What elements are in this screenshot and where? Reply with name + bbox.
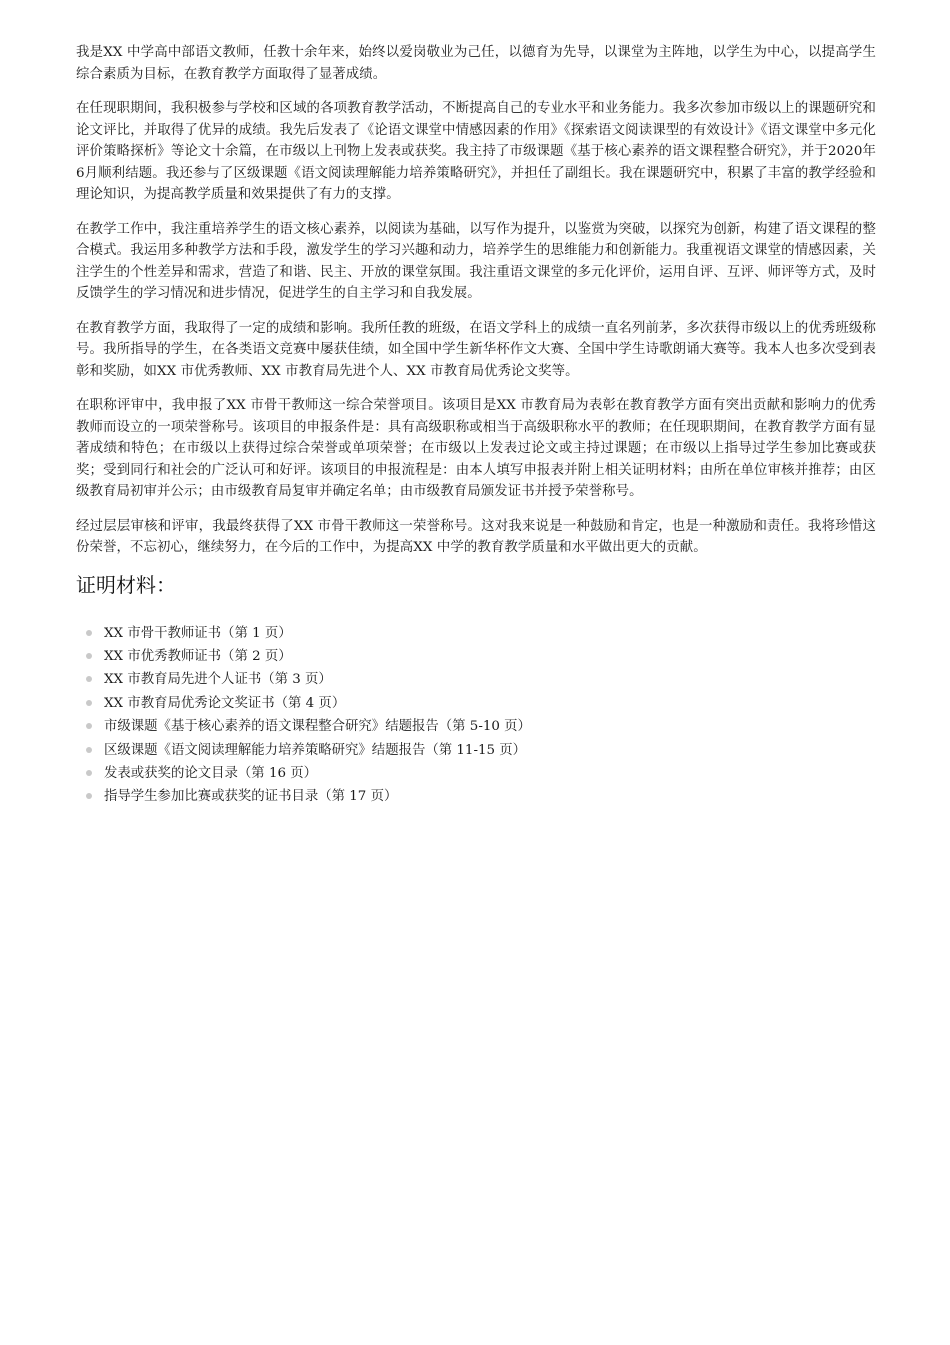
paragraph-application: 在职称评审中，我申报了XX 市骨干教师这一综合荣誉项目。该项目是XX 市教育局为表彰在教育教学方面有突出贡献和影响力的优秀教师而设立的一项荣誉称号。该项目的申报条件是：具有高级职称或相当于高级职称水平的教师；在任现职期间，在教育教学方面有显著成绩和特色；在市级以上获得过综合荣誉或单项荣誉；在市级以上发表过论文或主持过课题；在市级以上指导过学生参加比赛或获奖；受到同行和社会的广泛认可和好评。该项目的申报流程是：由本人填写申报表并附上相关证明材料；由所在单位审核并推荐；由区级教育局初审并公示；由市级教育局复审并确定名单；由市级教育局颁发证书并授予荣誉称号。 <box>76 398 876 499</box>
paragraph-achievements: 在教育教学方面，我取得了一定的成绩和影响。我所任教的班级，在语文学科上的成绩一直名列前茅，多次获得市级以上的优秀班级称号。我所指导的学生，在各类语文竞赛中屡获佳绩，如全国中学生新华杯作文大赛、全国中学生诗歌朗诵大赛等。我本人也多次受到表彰和奖励，如XX 市优秀教师、XX 市教育局先进个人、XX 市教育局优秀论文奖等。 <box>76 320 876 379</box>
list-item-label: XX 市骨干教师证书（第 1 页） <box>104 625 292 641</box>
section-heading-materials: 证明材料： <box>76 572 176 597</box>
bullet-icon <box>86 747 92 753</box>
list-item <box>86 739 876 762</box>
bullet-icon <box>86 630 92 636</box>
list-item-label: 指导学生参加比赛或获奖的证书目录（第 17 页） <box>104 789 398 805</box>
bullet-icon <box>86 770 92 776</box>
bullet-icon <box>86 793 92 799</box>
list-item <box>86 762 876 785</box>
list-item <box>86 692 876 715</box>
paragraph-conclusion: 经过层层审核和评审，我最终获得了XX 市骨干教师这一荣誉称号。这对我来说是一种鼓励和肯定，也是一种激励和责任。我将珍惜这份荣誉，不忘初心，继续努力，在今后的工作中，为提高XX 中学的教育教学质量和水平做出更大的贡献。 <box>76 518 876 555</box>
list-item-label: XX 市教育局优秀论文奖证书（第 4 页） <box>104 695 346 711</box>
bullet-icon <box>86 653 92 659</box>
list-item <box>86 668 876 691</box>
bullet-icon <box>86 723 92 729</box>
paragraph-intro: 我是XX 中学高中部语文教师，任教十余年来，始终以爱岗敬业为己任，以德育为先导，以课堂为主阵地，以学生为中心，以提高学生综合素质为目标，在教育教学方面取得了显著成绩。 <box>76 45 876 82</box>
paragraph-research: 在任现职期间，我积极参与学校和区域的各项教育教学活动，不断提高自己的专业水平和业务能力。我多次参加市级以上的课题研究和论文评比，并取得了优异的成绩。我先后发表了《论语文课堂中情感因素的作用》《探索语文阅读课型的有效设计》《语文课堂中多元化评价策略探析》等论文十余篇，在市级以上刊物上发表或获奖。我主持了市级课题《基于核心素养的语文课程整合研究》，并于2020年6月顺利结题。我还参与了区级课题《语文阅读理解能力培养策略研究》，并担任了副组长。我在课题研究中，积累了丰富的教学经验和理论知识，为提高教学质量和效果提供了有力的支撑。 <box>76 101 876 202</box>
document-page <box>76 42 876 809</box>
list-item <box>86 715 876 738</box>
bullet-icon <box>86 700 92 706</box>
list-item <box>86 622 876 645</box>
list-item-label: 区级课题《语文阅读理解能力培养策略研究》结题报告（第 11-15 页） <box>104 742 527 758</box>
list-item <box>86 785 876 808</box>
list-item <box>86 645 876 668</box>
bullet-icon <box>86 676 92 682</box>
materials-list <box>76 622 876 809</box>
paragraph-teaching: 在教学工作中，我注重培养学生的语文核心素养，以阅读为基础，以写作为提升，以鉴赏为突破，以探究为创新，构建了语文课程的整合模式。我运用多种教学方法和手段，激发学生的学习兴趣和动力，培养学生的思维能力和创新能力。我重视语文课堂的情感因素，关注学生的个性差异和需求，营造了和谐、民主、开放的课堂氛围。我注重语文课堂的多元化评价，运用自评、互评、师评等方式，及时反馈学生的学习情况和进步情况，促进学生的自主学习和自我发展。 <box>76 221 876 301</box>
list-item-label: XX 市优秀教师证书（第 2 页） <box>104 648 292 664</box>
list-item-label: 市级课题《基于核心素养的语文课程整合研究》结题报告（第 5-10 页） <box>104 719 531 735</box>
list-item-label: 发表或获奖的论文目录（第 16 页） <box>104 765 318 781</box>
list-item-label: XX 市教育局先进个人证书（第 3 页） <box>104 672 332 688</box>
